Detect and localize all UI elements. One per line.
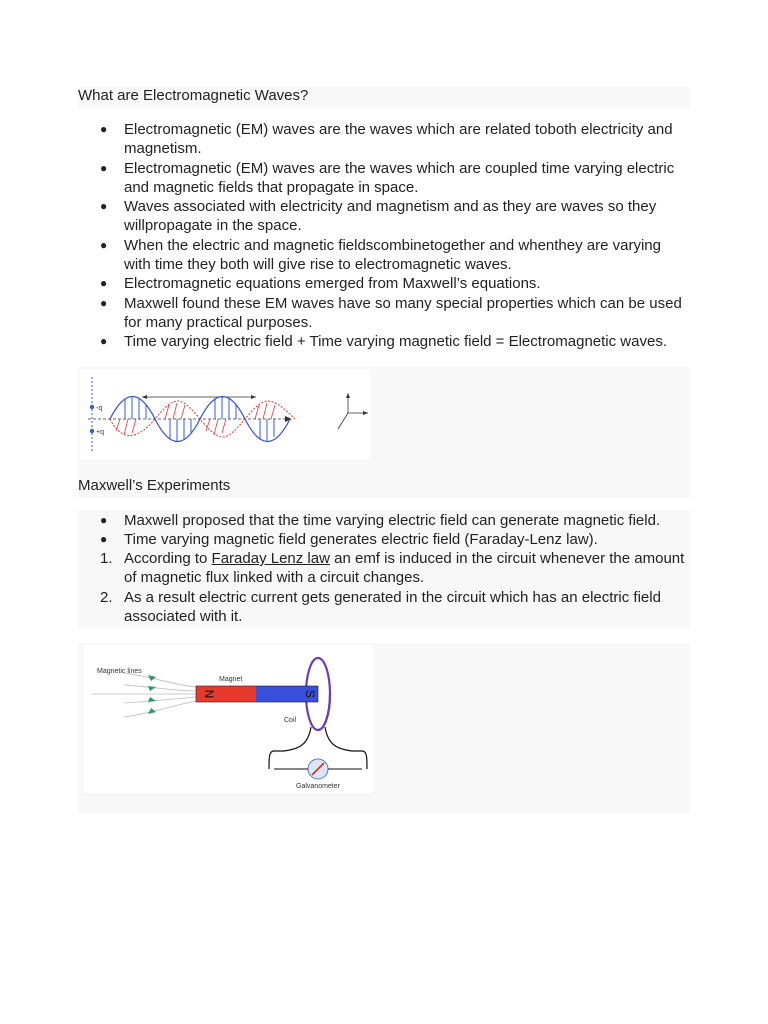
list-item: ● Maxwell proposed that the time varying electric field can generate magnetic field. <box>78 511 690 530</box>
section-heading-maxwell: Maxwell’s Experiments <box>78 477 231 494</box>
step-text: According to <box>124 550 212 567</box>
list-item <box>78 588 690 627</box>
list-item: ● When the electric and magnetic fieldscombinetogether and whenthey are varying with time they both will give rise to electromagnetic waves. <box>78 236 690 275</box>
magnetic-lines-label: Magnetic lines <box>97 668 142 675</box>
list-item: ● Electromagnetic (EM) waves are the waves which are coupled time varying electric and magnetic fields that propagate in space. <box>78 159 690 198</box>
induction-figure <box>84 645 374 793</box>
coil-label: Coil <box>284 717 297 724</box>
em-wave-figure <box>80 369 370 459</box>
maxwell-numbered-list <box>78 549 690 626</box>
magnet-label: Magnet <box>219 676 243 683</box>
galvanometer-label: Galvanometer <box>296 783 340 790</box>
north-pole-label: N <box>202 689 216 699</box>
list-item: ● Electromagnetic equations emerged from Maxwell’s equations. <box>78 274 690 293</box>
faraday-lenz-law-link[interactable]: Faraday Lenz law <box>211 550 330 567</box>
list-item: ● Time varying electric field + Time varying magnetic field = Electromagnetic waves. <box>78 332 690 351</box>
charge-label-top: -q <box>96 405 103 412</box>
maxwell-bullet-list <box>78 511 690 550</box>
list-number: 1. <box>100 550 113 567</box>
list-number: 2. <box>100 588 113 606</box>
list-item <box>78 549 690 588</box>
em-wave-diagram <box>80 369 370 459</box>
list-item: ● Waves associated with electricity and magnetism and as they are waves so they willpropagate in the space. <box>78 197 690 236</box>
south-pole-label: S <box>303 689 317 699</box>
list-item: ● Time varying magnetic field generates electric field (Faraday-Lenz law). <box>78 530 690 549</box>
charge-label-bottom: +q <box>96 429 104 436</box>
list-item: ● Maxwell found these EM waves have so many special properties which can be used for many practical purposes. <box>78 294 690 333</box>
section-heading-em-waves: What are Electromagnetic Waves? <box>78 87 309 104</box>
step-text: an emf is induced in the circuit whenever the amount of magnetic flux linked with a circuit changes. <box>124 550 685 587</box>
magnet-coil-diagram <box>84 645 374 793</box>
step-text: As a result electric current gets generated in the circuit which has an electric field associated with it. <box>124 588 661 625</box>
em-waves-bullet-list <box>78 120 690 352</box>
list-item: ● Electromagnetic (EM) waves are the waves which are related toboth electricity and magnetism. <box>78 120 690 159</box>
